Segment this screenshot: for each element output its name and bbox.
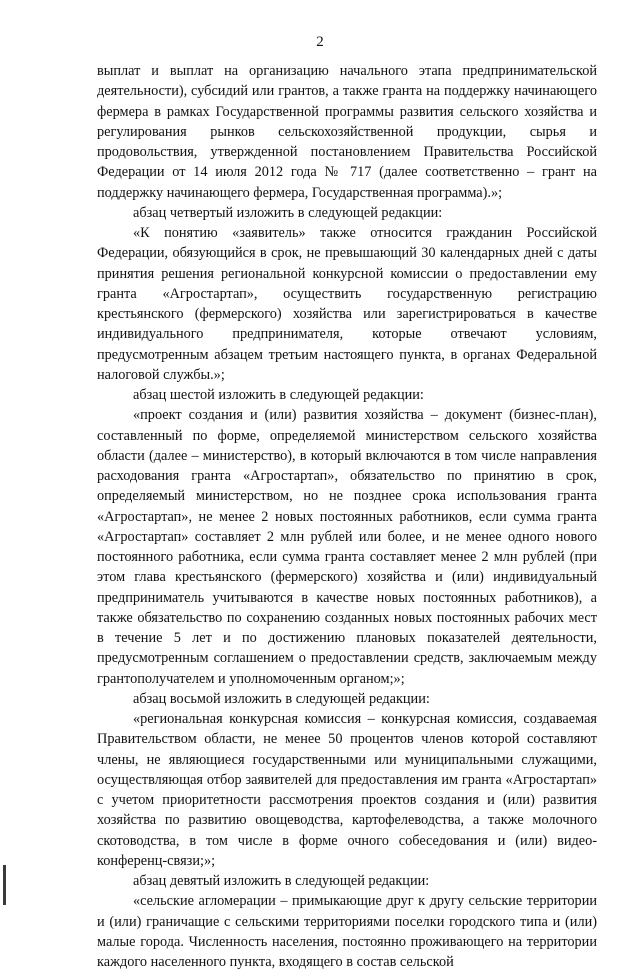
scan-edge-mark — [3, 865, 6, 905]
paragraph-3: «К понятию «заявитель» также относится гражданин Российской Федерации, обязующийся в срок, не превышающий 30 календарных дней с даты принятия решения региональной конкурсной комиссии о предоставлении ему гранта «Агростартап», осуществить государственную регистрацию крестьянского (фермерского) хозяйства или зарегистрироваться в качестве индивидуального предпринимателя, которые отвечают условиям, предусмотренным абзацем третьим настоящего пункта, в органах Федеральной налоговой службы.»; — [97, 225, 597, 383]
paragraph-8: абзац девятый изложить в следующей редакции: — [133, 873, 430, 889]
paragraph-7: «региональная конкурсная комиссия – конкурсная комиссия, создаваемая Правительством области, не менее 50 процентов членов которой составляют члены, не являющиеся государственными или муниципальными служащими, осуществляющая отбор заявителей для предоставления им гранта «Агростартап» с учетом приоритетности рассмотрения проектов создания и (или) развития хозяйства по развитию овощеводства, картофелеводства, а также молочного скотоводства, в том числе в форме очного собеседования и (или) видео-конференц-связи;»; — [97, 711, 597, 869]
paragraph-6: абзац восьмой изложить в следующей редакции: — [133, 690, 430, 707]
paragraph-4: абзац шестой изложить в следующей редакции: — [133, 387, 424, 403]
page-number: 2 — [316, 34, 324, 50]
paragraph-5: «проект создания и (или) развития хозяйства – документ (бизнес-план), составленный по форме, определяемой министерством сельского хозяйства области (далее – министерство), в который включаются в том числе направления расходования гранта «Агростартап», обязательство по принятию в срок, определяемый министерством, но не позднее срока использования гранта «Агростартап», не менее 2 новых постоянных работников, если сумма гранта «Агростартап» составляет 2 млн рублей или более, и не менее одного нового постоянного работника, если сумма гранта составляет менее 2 млн рублей (при этом глава крестьянского (фермерского) хозяйства и (или) индивидуальный предприниматель учитываются в качестве новых постоянных работников), а также обязательство по сохранению созданных новых постоянных рабочих мест в течение 5 лет и по достижению плановых показателей деятельности, предусмотренным соглашением о предоставлении средств, заключаемым между грантополучателем и уполномоченным органом;»; — [97, 407, 597, 687]
paragraph-1: выплат и выплат на организацию начального этапа предпринимательской деятельности), субсидий или грантов, а также гранта на поддержку начинающего фермера в рамках Государственной программы развития сельского хозяйства и регулирования рынков сельскохозяйственной продукции, сырья и продовольствия, утвержденной постановлением Правительства Российской Федерации от 14 июля 2012 года № 717 (далее соответственно – грант на поддержку начинающего фермера, Государственная программа).»; — [97, 63, 597, 201]
paragraph-2: абзац четвертый изложить в следующей редакции: — [133, 204, 443, 221]
paragraph-9: «сельские агломерации – примыкающие друг к другу сельские территории и (или) граничащие с сельскими территориями поселки городского типа и (или) малые города. Численность населения, постоянно проживающего на территории каждого населенного пункта, входящего в состав сельской — [97, 893, 597, 970]
document-body — [97, 61, 597, 972]
